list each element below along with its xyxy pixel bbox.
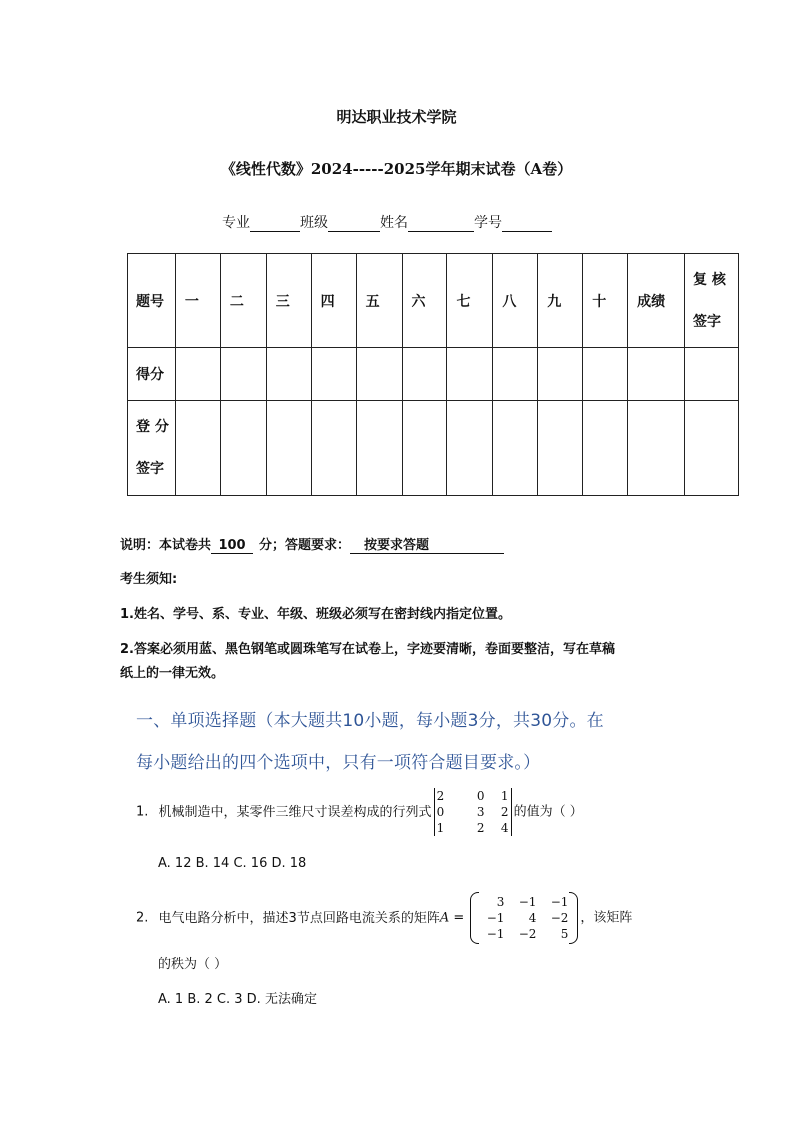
- major-blank[interactable]: [250, 217, 300, 232]
- student-id-blank[interactable]: [502, 217, 552, 232]
- sign-cell[interactable]: [356, 401, 402, 496]
- score-cell[interactable]: [538, 348, 583, 401]
- sign-cell[interactable]: [402, 401, 447, 496]
- sign-cell[interactable]: [447, 401, 493, 496]
- score-cell[interactable]: [220, 348, 266, 401]
- matrix-entry: 3: [496, 895, 505, 909]
- school-name: 明达职业技术学院: [336, 108, 457, 126]
- notice-item-1: 1.姓名、学号、系、专业、年级、班级必须写在密封线内指定位置。: [120, 607, 511, 622]
- matrix-grid: [480, 894, 568, 942]
- matrix-entry: 5: [560, 927, 569, 941]
- notice-heading: 考生须知:: [120, 572, 178, 587]
- exam-description: [120, 534, 504, 554]
- col-6: 六: [402, 254, 447, 348]
- name-blank[interactable]: [408, 217, 474, 232]
- right-paren-icon: [569, 892, 578, 944]
- section-heading-line1: 一、单项选择题（本大题共10小题，每小题3分，共30分。在: [136, 711, 604, 731]
- question-2-options: A. 1 B. 2 C. 3 D. 无法确定: [158, 992, 317, 1007]
- matrix-variable: A: [439, 910, 450, 926]
- student-id-label: 学号: [474, 215, 502, 231]
- sign-cell[interactable]: [583, 401, 628, 496]
- determinant: [434, 788, 512, 836]
- left-paren-icon: [470, 892, 479, 944]
- class-label: 班级: [300, 215, 328, 231]
- section-heading-line2: 每小题给出的四个选项中，只有一项符合题目要求。）: [136, 753, 541, 773]
- score-cell[interactable]: [583, 348, 628, 401]
- sign-cell[interactable]: [311, 401, 356, 496]
- col-1: 一: [175, 254, 220, 348]
- major-label: 专业: [222, 215, 250, 231]
- equals-sign: =: [449, 910, 469, 926]
- question-number-row: [128, 254, 739, 348]
- score-cell[interactable]: [447, 348, 493, 401]
- col-4: 四: [311, 254, 356, 348]
- question-2-line2: 的秩为（ ）: [158, 957, 228, 972]
- col-3: 三: [266, 254, 311, 348]
- sign-cell[interactable]: [538, 401, 583, 496]
- matrix-entry: 3: [476, 805, 485, 819]
- sign-label-line2: 签字: [136, 461, 164, 477]
- question-1-text: 机械制造中，某零件三维尺寸误差构成的行列式: [158, 804, 432, 820]
- name-label: 姓名: [380, 215, 408, 231]
- student-info-line: [222, 212, 552, 232]
- score-cell[interactable]: [402, 348, 447, 401]
- matrix-entry: −2: [550, 911, 569, 925]
- sign-cell[interactable]: [175, 401, 220, 496]
- question-1-options: A. 12 B. 14 C. 16 D. 18: [158, 856, 307, 871]
- question-1: [136, 788, 583, 836]
- col-5: 五: [356, 254, 402, 348]
- score-cell[interactable]: [266, 348, 311, 401]
- col-8: 八: [493, 254, 538, 348]
- class-blank[interactable]: [328, 217, 380, 232]
- matrix-entry: −2: [518, 927, 537, 941]
- score-cell[interactable]: [356, 348, 402, 401]
- matrix-entry: −1: [486, 911, 505, 925]
- review-sign-label: 签字: [693, 313, 722, 330]
- score-cell[interactable]: [311, 348, 356, 401]
- question-2-number: 2.: [136, 910, 149, 926]
- matrix-entry: 2: [436, 789, 445, 803]
- matrix-entry: 0: [476, 789, 485, 803]
- score-cell[interactable]: [175, 348, 220, 401]
- matrix: [470, 894, 578, 942]
- matrix-entry: −1: [550, 895, 569, 909]
- row-label-score: 得分: [128, 348, 176, 401]
- matrix-entry: 4: [500, 821, 509, 835]
- notice-item-2-line1: 2.答案必须用蓝、黑色钢笔或圆珠笔写在试卷上，字迹要清晰，卷面要整洁，写在草稿: [120, 642, 615, 657]
- col-10: 十: [583, 254, 628, 348]
- matrix-entry: 4: [528, 911, 537, 925]
- score-cell[interactable]: [493, 348, 538, 401]
- sign-cell[interactable]: [220, 401, 266, 496]
- notice-item-2-line2: 纸上的一律无效。: [120, 666, 225, 681]
- sign-cell[interactable]: [685, 401, 739, 496]
- col-9: 九: [538, 254, 583, 348]
- matrix-entry: 1: [500, 789, 509, 803]
- answer-requirement: 按要求答题: [350, 534, 504, 554]
- question-2-text: 电气电路分析中，描述3节点回路电流关系的矩阵: [158, 910, 440, 926]
- sign-label-line1: 登 分: [136, 419, 169, 435]
- question-2-tail: ，该矩阵: [580, 910, 633, 926]
- matrix-entry: 2: [476, 821, 485, 835]
- col-7: 七: [447, 254, 493, 348]
- matrix-entry: −1: [486, 927, 505, 941]
- sign-cell[interactable]: [493, 401, 538, 496]
- desc-mid: 分；答题要求：: [259, 538, 351, 553]
- exam-title: 《线性代数》2024-----2025学年期末试卷（A卷）: [220, 160, 573, 178]
- determinant-grid: [437, 788, 509, 836]
- row-label-sign: [128, 401, 176, 496]
- col-2: 二: [220, 254, 266, 348]
- matrix-entry: 1: [436, 821, 445, 835]
- review-label: 复 核: [693, 271, 726, 288]
- sign-cell[interactable]: [628, 401, 685, 496]
- sign-cell[interactable]: [266, 401, 311, 496]
- sign-row: [128, 401, 739, 496]
- score-table: [127, 253, 739, 496]
- desc-prefix: 说明：本试卷共: [120, 538, 212, 553]
- score-cell[interactable]: [628, 348, 685, 401]
- question-1-number: 1.: [136, 804, 149, 820]
- matrix-entry: 2: [500, 805, 509, 819]
- matrix-entry: 0: [436, 805, 445, 819]
- question-1-tail: 的值为（ ）: [513, 804, 583, 820]
- score-cell[interactable]: [685, 348, 739, 401]
- row-label-question-number: 题号: [128, 254, 176, 348]
- col-total: 成绩: [628, 254, 685, 348]
- review-sign-header: [685, 254, 739, 348]
- matrix-entry: −1: [518, 895, 537, 909]
- score-row: [128, 348, 739, 401]
- total-score: 100: [211, 538, 253, 554]
- question-2: [136, 894, 632, 942]
